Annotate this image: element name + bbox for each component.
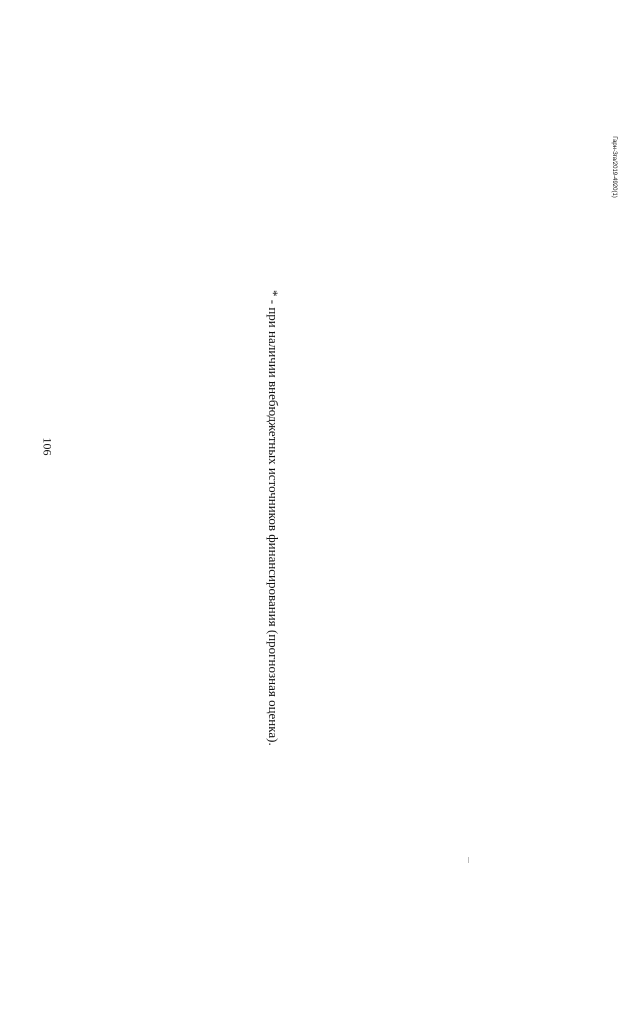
budget-table-container <box>91 38 260 846</box>
page-number: 106 <box>40 437 55 456</box>
scan-mark <box>468 857 469 863</box>
footnote: * - при наличии внебюджетных источников финансирования (прогнозная оценка). <box>266 290 281 746</box>
document-code: Гарн-Зга/2019-4920(1) <box>611 136 617 198</box>
